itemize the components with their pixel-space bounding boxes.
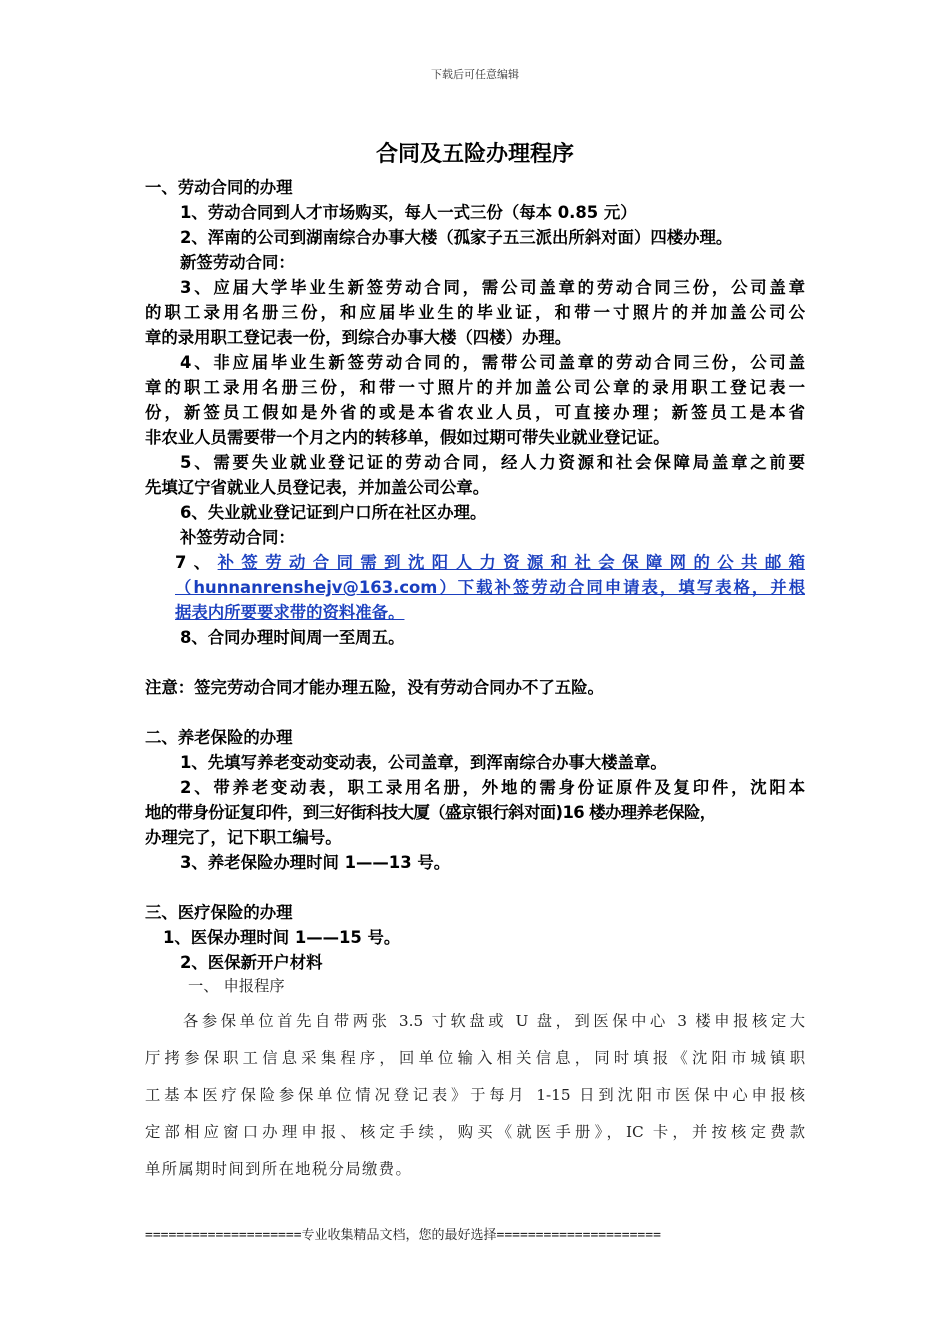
document-title: 合同及五险办理程序 (375, 142, 574, 167)
sec2-item-2-line-3: 办理完了，记下职工编号。 (145, 828, 342, 847)
sec3-para-line-3: 工基本医疗保险参保单位情况登记表》于每月 1-15 日到沈阳市医保中心申报核 (145, 1086, 805, 1104)
sec1-item-7-line-1 (175, 552, 805, 574)
section-2-heading: 二、养老保险的办理 (145, 728, 293, 747)
sec2-item-1: 1、先填写养老变动变动表，公司盖章，到浑南综合办事大楼盖章。 (180, 753, 667, 772)
sec1-supplement-label: 补签劳动合同： (180, 528, 295, 547)
email-address-link[interactable]: （hunnanrenshejv@163.com）下载补签劳动合同申请表，填写表格，并根 (175, 578, 805, 597)
sec1-item-4-line-3: 份，新签员工假如是外省的或是本省农业人员，可直接办理；新签员工是本省 (145, 403, 805, 422)
email-instruction-link[interactable]: 补签劳动合同需到沈阳人力资源和社会保障网的公共邮箱 (217, 553, 806, 572)
sec1-item-3-line-1: 3、应届大学毕业生新签劳动合同，需公司盖章的劳动合同三份，公司盖章 (180, 278, 805, 297)
sec1-item-4-line-4: 非农业人员需要带一个月之内的转移单，假如过期可带失业就业登记证。 (145, 428, 670, 447)
sec3-para-line-4: 定部相应窗口办理申报、核定手续，购买《就医手册》，IC 卡，并按核定费款 (145, 1123, 805, 1141)
sec1-item-3-line-3: 章的录用职工登记表一份，到综合办事大楼（四楼）办理。 (145, 328, 572, 347)
sec3-para-line-1: 各参保单位首先自带两张 3.5 寸软盘或 U 盘，到医保中心 3 楼申报核定大 (183, 1012, 805, 1030)
sec1-item-2: 2、浑南的公司到湖南综合办事大楼（孤家子五三派出所斜对面）四楼办理。 (180, 228, 733, 247)
sec1-item-3-line-2: 的职工录用名册三份，和应届毕业生的毕业证，和带一寸照片的并加盖公司公 (145, 303, 805, 322)
sec1-item-5-line-1: 5、需要失业就业登记证的劳动合同，经人力资源和社会保障局盖章之前要 (180, 453, 805, 472)
section-3-heading: 三、医疗保险的办理 (145, 903, 293, 922)
sec2-item-2-line-1: 2、带养老变动表，职工录用名册，外地的需身份证原件及复印件，沈阳本 (180, 778, 805, 797)
sec3-subheading: 一、 申报程序 (188, 977, 285, 995)
sec1-item-6: 6、失业就业登记证到户口所在社区办理。 (180, 503, 487, 522)
sec1-item-8: 8、合同办理时间周一至周五。 (180, 628, 405, 647)
sec1-item-7-number: 7、 (175, 553, 218, 572)
sec1-item-1: 1、劳动合同到人才市场购买，每人一式三份（每本 0.85 元） (180, 203, 637, 222)
sec2-item-2-line-2: 地的带身份证复印件，到三好街科技大厦（盛京银行斜对面)16 楼办理养老保险， (145, 803, 716, 822)
sec1-item-4-line-2: 章的职工录用名册三份，和带一寸照片的并加盖公司公章的录用职工登记表一 (145, 378, 805, 397)
materials-instruction-link[interactable]: 据表内所要要求带的资料准备。 (175, 603, 405, 622)
sec2-item-3: 3、养老保险办理时间 1——13 号。 (180, 853, 451, 872)
sec3-item-1: 1、医保办理时间 1——15 号。 (163, 928, 401, 947)
email-address-line[interactable] (175, 577, 805, 599)
section-1-heading: 一、劳动合同的办理 (145, 178, 293, 197)
sec3-para-line-5: 单所属期时间到所在地税分局缴费。 (145, 1160, 413, 1178)
note-text: 注意：签完劳动合同才能办理五险，没有劳动合同办不了五险。 (145, 678, 604, 697)
sec3-para-line-2: 厅拷参保职工信息采集程序，回单位输入相关信息，同时填报《沈阳市城镇职 (145, 1049, 805, 1067)
page-header: 下载后可任意编辑 (431, 68, 519, 81)
sec1-item-7-line-3 (175, 602, 404, 624)
sec1-item-4-line-1: 4、非应届毕业生新签劳动合同的，需带公司盖章的劳动合同三份，公司盖 (180, 353, 805, 372)
sec3-item-2: 2、医保新开户材料 (180, 953, 323, 972)
sec1-item-5-line-2: 先填辽宁省就业人员登记表，并加盖公司公章。 (145, 478, 490, 497)
sec1-new-contract-label: 新签劳动合同： (180, 253, 295, 272)
page-footer: ====================专业收集精品文档，您的最好选择===================== (145, 1228, 661, 1243)
